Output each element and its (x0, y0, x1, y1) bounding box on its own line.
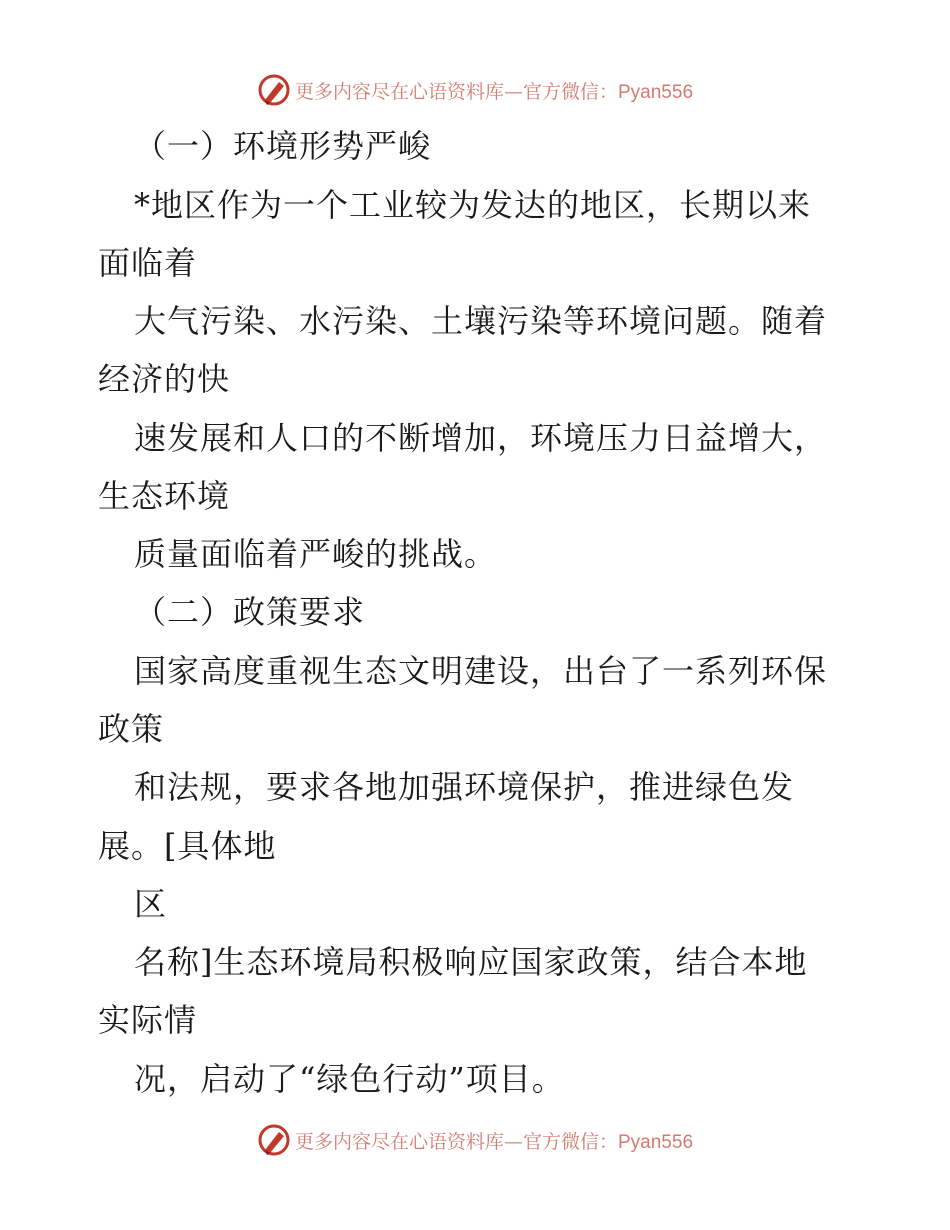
paragraph-line: 国家高度重视生态文明建设，出台了一系列环保 (134, 652, 828, 690)
paragraph-line: 实际情 (98, 1001, 198, 1039)
header-banner (0, 70, 950, 110)
paragraph-line: 和法规，要求各地加强环境保护，推进绿色发 (134, 768, 795, 806)
paragraph-line: *地区作为一个工业较为发达的地区，长期以来 (134, 186, 812, 224)
paragraph-line: 大气污染、水污染、土壤污染等环境问题。随着 (134, 302, 828, 340)
banner-text: 更多内容尽在心语资料库—官方微信：Pyan556 (294, 80, 694, 103)
paragraph-line: 展。[具体地 (98, 827, 277, 865)
section-heading-1: （一）环境形势严峻 (134, 127, 432, 165)
paragraph-line: 速发展和人口的不断增加，环境压力日益增大， (134, 419, 828, 457)
paragraph-line: 名称]生态环境局积极响应国家政策，结合本地 (134, 943, 808, 981)
pen-circle-logo-icon (257, 1123, 291, 1157)
footer-banner (0, 1120, 950, 1160)
paragraph-line: 生态环境 (98, 477, 231, 515)
banner-text: 更多内容尽在心语资料库—官方微信：Pyan556 (294, 1130, 694, 1153)
section-heading-2: （二）政策要求 (134, 593, 366, 631)
paragraph-line: 况，启动了“绿色行动”项目。 (134, 1060, 565, 1098)
pen-circle-logo-icon (257, 73, 291, 107)
paragraph-line: 政策 (98, 710, 165, 748)
paragraph-line: 面临着 (98, 244, 198, 282)
paragraph-line: 区 (134, 885, 168, 923)
paragraph-line: 质量面临着严峻的挑战。 (134, 535, 498, 573)
paragraph-line: 经济的快 (98, 360, 231, 398)
